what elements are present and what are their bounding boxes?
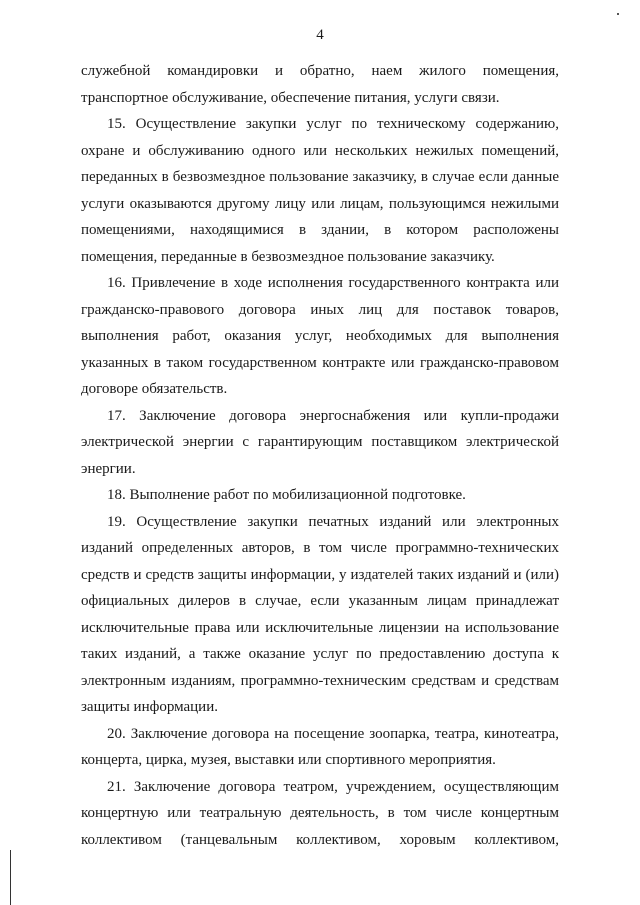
paragraph-p15 (81, 111, 559, 270)
text-line: 18. Выполнение работ по мобилизационной подготовке. (107, 487, 466, 503)
text-line: 16. Привлечение в ходе исполнения государственного контракта или (107, 275, 559, 291)
text-line: исключительные права или исключительные лицензии на использование (81, 619, 559, 636)
text-line: таких изданий, а также оказание услуг по предоставлению доступа к (81, 646, 559, 662)
paragraph-p19 (81, 509, 559, 721)
text-line: изданий определенных авторов, в том числе программно-технических (81, 540, 559, 556)
paragraph-cont (81, 58, 559, 111)
page-number: 4 (316, 27, 324, 43)
text-line: охране и обслуживанию одного или нескольких нежилых помещений, (81, 142, 559, 159)
text-line: концертную или театральную деятельность, в том числе концертным (81, 805, 559, 821)
text-line: транспортное обслуживание, обеспечение питания, услуги связи. (81, 89, 500, 106)
document-body (81, 58, 559, 853)
text-line: указанных в таком государственном контракте или гражданско-правовом (81, 354, 559, 371)
text-line: энергии. (81, 460, 136, 477)
text-line: концерта, цирка, музея, выставки или спортивного мероприятия. (81, 752, 496, 768)
text-line: услуги оказываются другому лицу или лицам, пользующимся нежилыми (81, 195, 559, 212)
scan-artifact-dot (617, 13, 619, 15)
text-line: коллективом (танцевальным коллективом, хоровым коллективом, (81, 831, 559, 848)
text-line: защиты информации. (81, 699, 218, 715)
text-line: выполнения работ, оказания услуг, необходимых для выполнения (81, 328, 559, 344)
text-line: электронным изданиям, программно-техническим средствам и средствам (81, 672, 559, 689)
text-line: средств и средств защиты информации, у издателей таких изданий и (или) (81, 566, 559, 583)
paragraph-p20 (81, 721, 559, 774)
text-line: переданных в безвозмездное пользование заказчику, в случае если данные (81, 169, 559, 185)
paragraph-p16 (81, 270, 559, 403)
text-line: 21. Заключение договора театром, учреждением, осуществляющим (107, 778, 559, 795)
text-line: служебной командировки и обратно, наем жилого помещения, (81, 63, 559, 79)
text-line: помещениями, находящимися в здании, в котором расположены (81, 222, 559, 238)
text-line: 20. Заключение договора на посещение зоопарка, театра, кинотеатра, (107, 725, 559, 742)
text-line: 15. Осуществление закупки услуг по техническому содержанию, (107, 116, 559, 132)
text-line: договоре обязательств. (81, 381, 228, 397)
text-line: 17. Заключение договора энергоснабжения или купли-продажи (107, 407, 559, 424)
text-line: электрической энергии с гарантирующим поставщиком электрической (81, 434, 559, 450)
text-line: помещения, переданные в безвозмездное пользование заказчику. (81, 248, 495, 265)
text-line: гражданско-правового договора иных лиц для поставок товаров, (81, 301, 559, 318)
paragraph-p21 (81, 774, 559, 854)
scan-artifact-line (10, 850, 11, 905)
paragraph-p18 (81, 482, 559, 509)
text-line: официальных дилеров в случае, если указанным лицам принадлежат (81, 593, 559, 609)
paragraph-p17 (81, 403, 559, 483)
text-line: 19. Осуществление закупки печатных изданий или электронных (107, 513, 559, 530)
